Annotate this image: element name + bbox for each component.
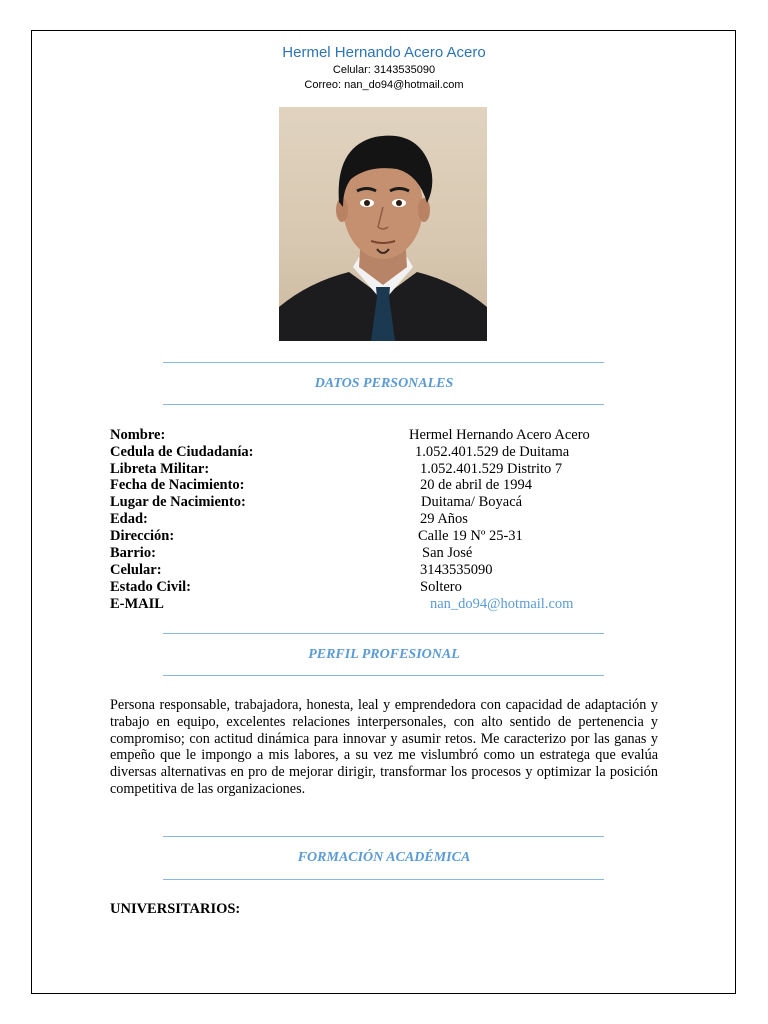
field-label: Lugar de Nacimiento: [110,494,246,510]
field-value: Duitama/ Boyacá [421,494,523,510]
field-value: Calle 19 Nº 25-31 [418,528,523,544]
education-subheading: UNIVERSITARIOS: [110,901,241,917]
field-value: Soltero [420,579,462,595]
section-title-education: FORMACIÓN ACADÉMICA [297,850,471,865]
field-value: Hermel Hernando Acero Acero [409,427,590,443]
field-label: Cedula de Ciudadanía: [110,444,254,460]
field-value: 29 Años [420,511,468,527]
field-label: Barrio: [110,545,156,561]
field-value: 3143535090 [420,562,493,578]
section-rule-top [163,633,604,634]
section-title-personal: DATOS PERSONALES [314,376,454,391]
field-label: Edad: [110,511,148,527]
field-label: Fecha de Nacimiento: [110,477,245,493]
field-value: 1.052.401.529 Distrito 7 [420,461,563,477]
profile-paragraph: Persona responsable, trabajadora, honesta, leal y emprendedora con capacidad de adaptación y trabajo en equipo, excelentes relaciones interpersonales, con alto sentido de pertenencia y compromiso; con actitud dinámica para innovar y asumir retos. Me caracterizo por las ganas y empeño que le impongo a mis labores, a su vez me vislumbró como un estratega que evalúa diversas alternativas en pro de mejorar dirigir, transformar los procesos y optimizar la posición competitiva de las organizaciones. [110,697,658,797]
section-rule-top [163,836,604,837]
field-value: 20 de abril de 1994 [420,477,532,493]
field-label: Libreta Militar: [110,461,210,477]
candidate-name: Hermel Hernando Acero Acero [282,44,486,61]
field-label: Dirección: [110,528,175,544]
phone-line: Celular: 3143535090 [332,64,436,76]
portrait-illustration [279,107,487,341]
email-line: Correo: nan_do94@hotmail.com [304,79,464,91]
section-rule-top [163,362,604,363]
profile-photo [279,107,487,341]
section-rule-bottom [163,404,604,405]
email-link[interactable]: nan_do94@hotmail.com [430,596,574,612]
field-value: San José [422,545,473,561]
field-label: Celular: [110,562,162,578]
field-label: E-MAIL [110,596,164,612]
field-label: Estado Civil: [110,579,191,595]
field-label: Nombre: [110,427,166,443]
section-title-profile: PERFIL PROFESIONAL [308,647,460,662]
section-rule-bottom [163,675,604,676]
field-value: 1.052.401.529 de Duitama [415,444,570,460]
section-rule-bottom [163,879,604,880]
